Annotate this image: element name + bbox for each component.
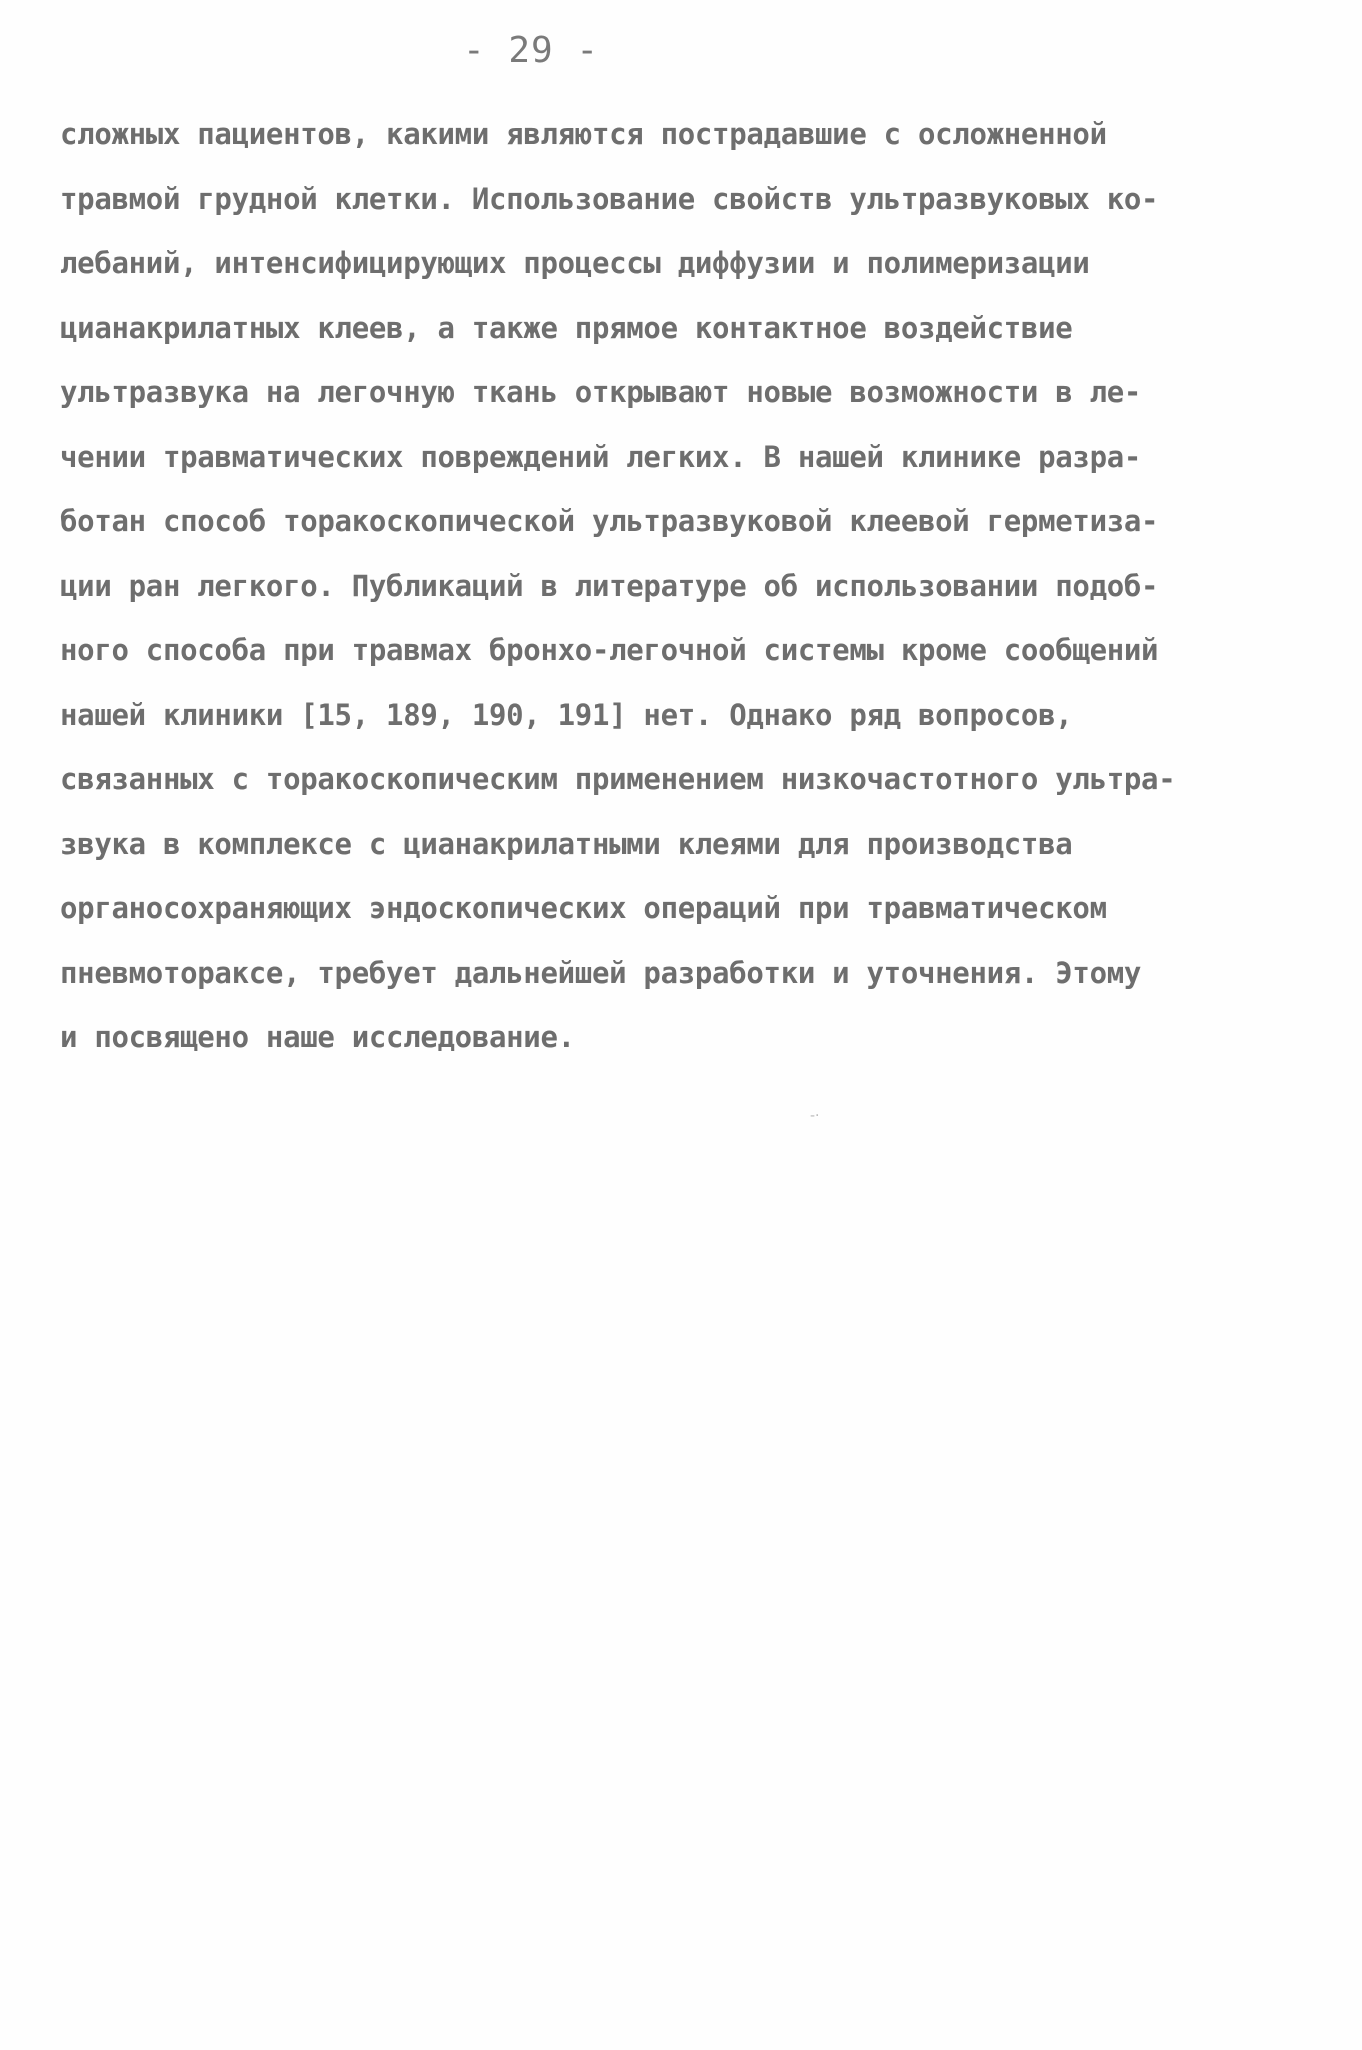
paragraph-line: лебаний, интенсифицирующих процессы диффузии и полимеризации: [60, 246, 1090, 280]
paragraph-line: пневмотораксе, требует дальнейшей разработки и уточнения. Этому: [60, 955, 1142, 990]
paragraph-line: органосохраняющих эндоскопических операций при травматическом: [60, 891, 1107, 925]
page-number: - 29 -: [462, 30, 600, 71]
paragraph-line: связанных с торакоскопическим применением низкочастотного ультра-: [60, 762, 1176, 796]
paragraph-line: цианакрилатных клеев, а также прямое контактное воздействие: [60, 310, 1073, 345]
paragraph-line: ного способа при травмах бронхо-легочной системы кроме сообщений: [60, 633, 1159, 667]
paragraph-line: нашей клиники [15, 189, 190, 191] нет. Однако ряд вопросов,: [60, 697, 1073, 732]
paragraph-line: травмой грудной клетки. Использование свойств ультразвуковых ко-: [60, 181, 1159, 216]
stray-scan-mark: -·: [810, 1108, 820, 1124]
paragraph-line: ультразвука на легочную ткань открывают новые возможности в ле-: [60, 375, 1142, 409]
paragraph: [60, 102, 1290, 1070]
paragraph-line: звука в комплексе с цианакрилатными клеями для производства: [60, 826, 1073, 861]
paragraph-line: сложных пациентов, какими являются пострадавшие с осложненной: [60, 117, 1107, 151]
paragraph-line: ции ран легкого. Публикаций в литературе об использовании подоб-: [60, 568, 1159, 603]
paragraph-line: и посвящено наше исследование.: [60, 1020, 575, 1054]
paragraph-line: чении травматических повреждений легких. В нашей клинике разра-: [60, 439, 1142, 474]
paragraph-line: ботан способ торакоскопической ультразвуковой клеевой герметиза-: [60, 504, 1159, 538]
